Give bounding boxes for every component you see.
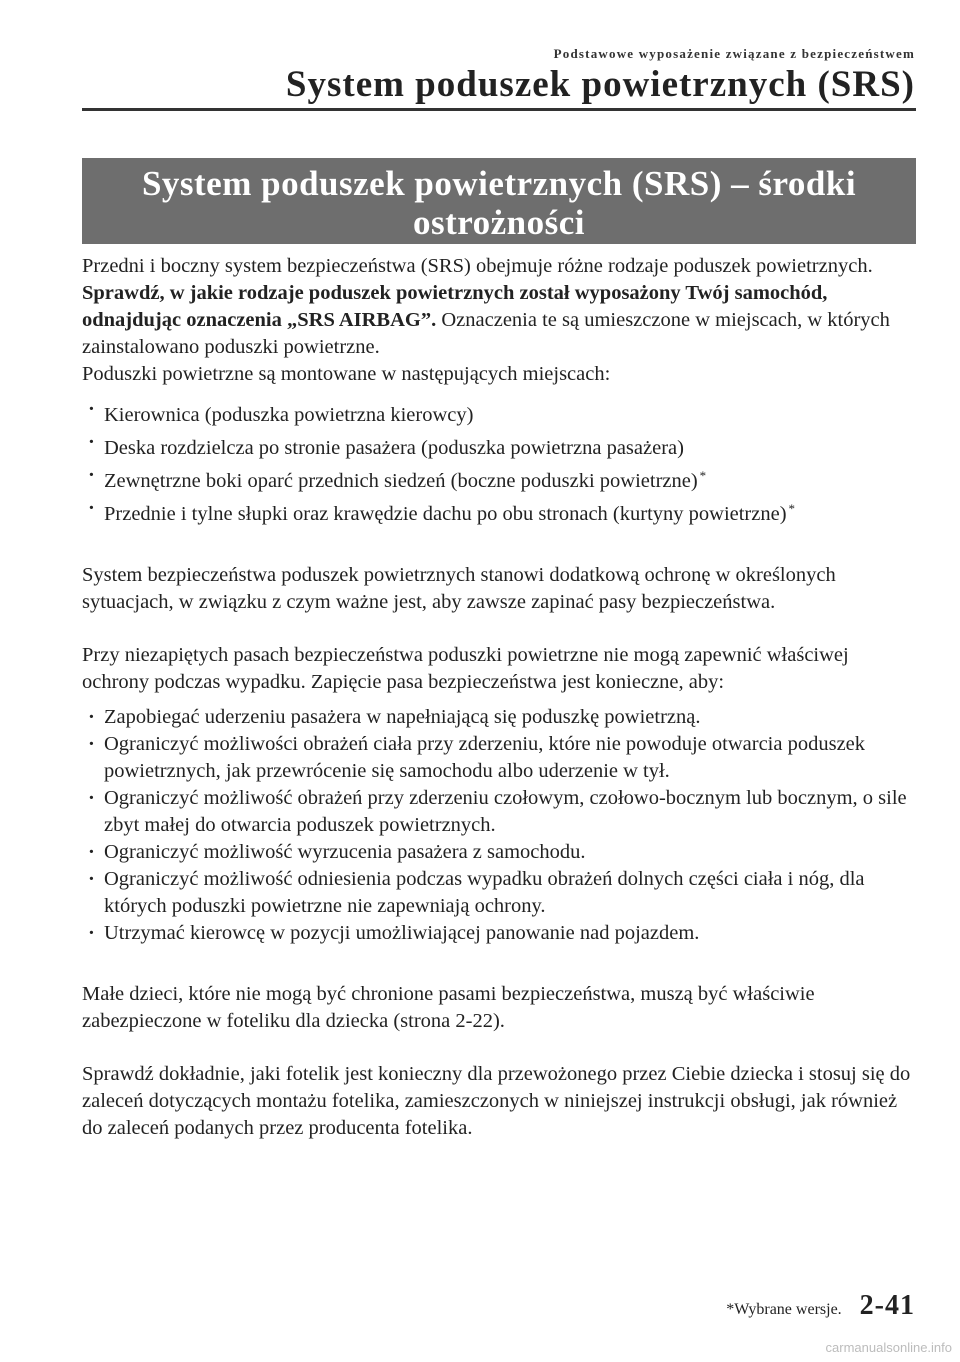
list-item: · Deska rozdzielcza po stronie pasażera (poduszka powietrzna pasażera) bbox=[104, 429, 916, 462]
seatbelt-reasons-list bbox=[82, 704, 916, 947]
list-item: · Zewnętrzne boki oparć przednich siedzeń (boczne poduszki powietrzne) * bbox=[104, 462, 916, 495]
watermark: carmanualsonline.info bbox=[825, 1340, 952, 1355]
optional-equipment-marker: * bbox=[699, 468, 707, 483]
chapter-title: System poduszek powietrznych (SRS) bbox=[285, 64, 915, 105]
list-item: · Przednie i tylne słupki oraz krawędzie dachu po obu stronach (kurtyny powietrzne) * bbox=[104, 495, 916, 528]
list-item: · Ograniczyć możliwości obrażeń ciała przy zderzeniu, które nie powoduje otwarcia poduszek powietrznych, jak przewrócenie się samochodu albo uderzenie w tył. bbox=[104, 731, 916, 785]
list-item: · Ograniczyć możliwość odniesienia podczas wypadku obrażeń dolnych części ciała i nóg, dla których poduszki powietrzne nie zapewniają ochrony. bbox=[104, 866, 916, 920]
airbag-locations-list bbox=[82, 396, 916, 528]
intro-paragraph bbox=[82, 253, 916, 361]
intro-text-end: Oznaczenia te są umieszczone w miejscach, w których zainstalowano poduszki powietrzne. bbox=[82, 309, 890, 358]
intro-text-bold: Sprawdź, w jakie rodzaje poduszek powietrznych został wyposażony Twój samochód, odnajdując oznaczenia „SRS AIRBAG”. bbox=[82, 282, 828, 331]
locations-intro: Poduszki powietrzne są montowane w następujących miejscach: bbox=[82, 363, 611, 385]
srs-paragraph: System bezpieczeństwa poduszek powietrznych stanowi dodatkową ochronę w określonych sytuacjach, w związku z czym ważne jest, aby zawsze zapinać pasy bezpieczeństwa. bbox=[82, 564, 836, 613]
list-item: · Kierownica (poduszka powietrzna kierowcy) bbox=[104, 396, 916, 429]
list-item: · Utrzymać kierowcę w pozycji umożliwiającej panowanie nad pojazdem. bbox=[104, 920, 916, 947]
footnote: *Wybrane wersje. bbox=[726, 1301, 842, 1318]
seatbelt-paragraph: Przy niezapiętych pasach bezpieczeństwa poduszki powietrzne nie mogą zapewnić właściwej ochrony podczas wypadku. Zapięcie pasa bezpieczeństwa jest konieczne, aby: bbox=[82, 644, 849, 693]
header-divider bbox=[82, 108, 916, 111]
children-paragraph: Małe dzieci, które nie mogą być chronione pasami bezpieczeństwa, muszą być właściwie zabezpieczone w foteliku dla dziecka (strona 2-22). bbox=[82, 983, 815, 1032]
section-title-banner bbox=[82, 158, 916, 244]
chapter-supertitle: Podstawowe wyposażenie związane z bezpieczeństwem bbox=[553, 46, 915, 61]
intro-text-start: Przedni i boczny system bezpieczeństwa (SRS) obejmuje różne rodzaje poduszek powietrznych. bbox=[82, 255, 873, 277]
page-header bbox=[286, 46, 915, 106]
optional-equipment-marker: * bbox=[788, 501, 796, 516]
list-item: · Zapobiegać uderzeniu pasażera w napełniającą się poduszkę powietrzną. bbox=[104, 704, 916, 731]
list-item: · Ograniczyć możliwość obrażeń przy zderzeniu czołowym, czołowo-bocznym lub bocznym, o sile zbyt małej do otwarcia poduszek powietrznych. bbox=[104, 785, 916, 839]
page-number: 2-41 bbox=[859, 1290, 915, 1321]
body-content bbox=[82, 253, 916, 1142]
page-footer bbox=[726, 1290, 915, 1322]
list-item: · Ograniczyć możliwość wyrzucenia pasażera z samochodu. bbox=[104, 839, 916, 866]
section-title-line-1: System poduszek powietrznych (SRS) – środki bbox=[141, 164, 857, 203]
section-title-line-2: ostrożności bbox=[412, 203, 586, 242]
child-seat-paragraph: Sprawdź dokładnie, jaki fotelik jest konieczny dla przewożonego przez Ciebie dziecka i stosuj się do zaleceń dotyczących montażu fotelika, zamieszczonych w niniejszej instrukcji obsługi, jak również do zaleceń podanych przez producenta fotelika. bbox=[82, 1063, 911, 1139]
